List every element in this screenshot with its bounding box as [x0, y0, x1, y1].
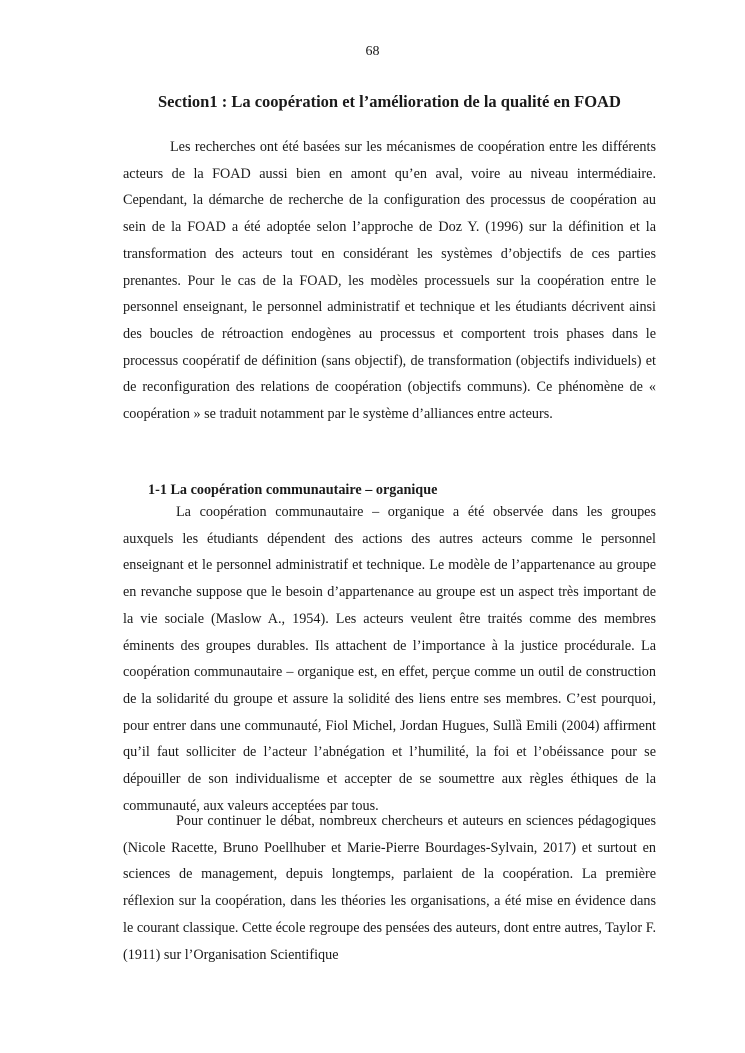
section-title: Section1 : La coopération et l’amélioration de la qualité en FOAD: [158, 92, 621, 111]
intro-paragraph: Les recherches ont été basées sur les mécanismes de coopération entre les différents acteurs de la FOAD aussi bien en amont qu’en aval, voire au niveau intermédiaire. Cependant, la démarche de recherche de la configuration des processus de coopération au sein de la FOAD a été adoptée selon l’approche de Doz Y. (1996) sur la définition et la transformation des acteurs tout en considérant les systèmes d’objectifs de ces parties prenantes. Pour le cas de la FOAD, les modèles processuels sur la coopération entre le personnel enseignant, le personnel administratif et technique et les étudiants décrivent ainsi des boucles de rétroaction endogènes au processus et comportent trois phases dans le processus coopératif de définition (sans objectif), de transformation (objectifs individuels) et de reconfiguration des relations de coopération (objectifs communs). Ce phénomène de « coopération » se traduit notamment par le système d’alliances entre acteurs.: [123, 139, 656, 423]
body-paragraph-2: Pour continuer le débat, nombreux chercheurs et auteurs en sciences pédagogiques (Nicole Racette, Bruno Poellhuber et Marie-Pierre Bourdages-Sylvain, 2017) et surtout en sciences de management, depuis longtemps, parlaient de la coopération. La première réflexion sur la coopération, dans les théories les organisations, a été mise en évidence dans le courant classique. Cette école regroupe des pensées des auteurs, dont entre autres, Taylor F. (1911) sur l’Organisation Scientifique: [123, 813, 656, 963]
subsection-title: 1-1 La coopération communautaire – organique: [148, 482, 438, 498]
page-number: 68: [365, 44, 380, 59]
body-paragraph-1: La coopération communautaire – organique a été observée dans les groupes auxquels les étudiants dépendent des actions des autres acteurs comme le personnel enseignant et le personnel administratif et technique. Le modèle de l’appartenance au groupe en revanche suppose que le besoin d’appartenance au groupe est un aspect très important de la vie sociale (Maslow A., 1954). Les acteurs veulent être traités comme des membres éminents des groupes durables. Ils attachent de l’importance à la justice procédurale. La coopération communautaire – organique est, en effet, perçue comme un outil de construction de la solidarité du groupe et assure la solidité des liens entre ses membres. C’est pourquoi, pour entrer dans une communauté, Fiol Michel, Jordan Hugues, Sullȁ Emili (2004) affirment qu’il faut solliciter de l’acteur l’abnégation et l’humilité, la foi et l’obéissance pour se dépouiller de son individualisme et accepter de se soumettre aux règles éthiques de la communauté, aux valeurs acceptées par tous.: [123, 504, 656, 814]
